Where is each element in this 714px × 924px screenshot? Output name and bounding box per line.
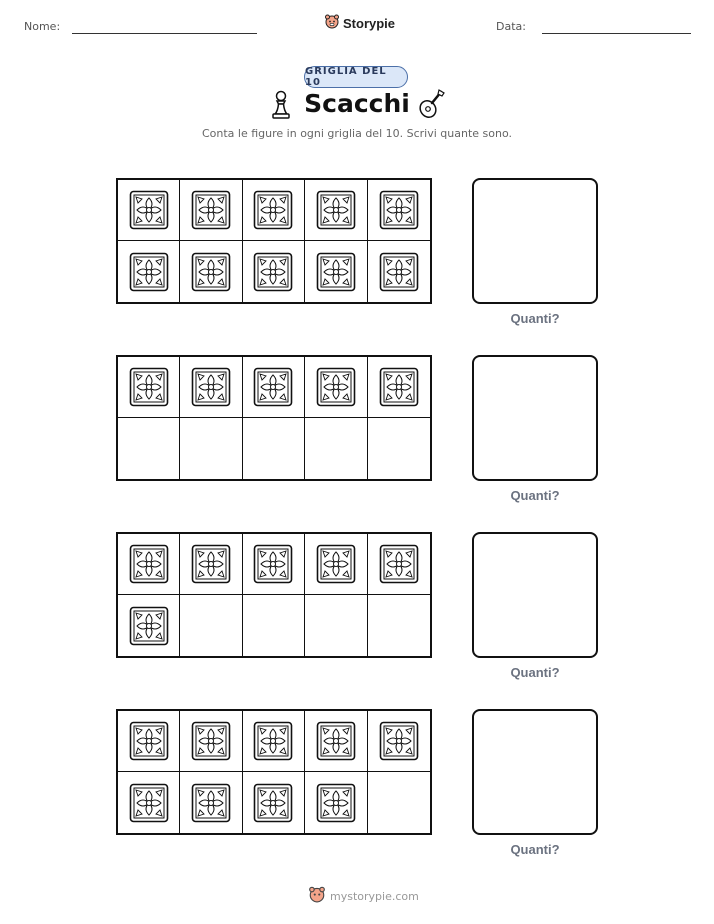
ornate-square-tile-icon bbox=[316, 252, 356, 292]
ten-frame-cell bbox=[243, 180, 305, 241]
ornate-square-tile-icon bbox=[129, 367, 169, 407]
ornate-square-tile-icon bbox=[129, 721, 169, 761]
ten-frame bbox=[116, 178, 432, 304]
ornate-square-tile-icon bbox=[253, 367, 293, 407]
ten-frame-cell bbox=[243, 357, 305, 418]
ornate-square-tile-icon bbox=[379, 721, 419, 761]
ornate-square-tile-icon bbox=[191, 190, 231, 230]
ten-frame-cell bbox=[368, 595, 430, 656]
answer-box[interactable] bbox=[472, 355, 598, 481]
answer-label: Quanti? bbox=[510, 311, 560, 326]
ornate-square-tile-icon bbox=[129, 783, 169, 823]
ornate-square-tile-icon bbox=[129, 606, 169, 646]
page-title: Scacchi bbox=[304, 89, 410, 118]
ten-frame-cell bbox=[180, 180, 242, 241]
ten-frame-cell bbox=[180, 418, 242, 479]
answer-box[interactable] bbox=[472, 709, 598, 835]
ornate-square-tile-icon bbox=[316, 544, 356, 584]
ten-frame-cell bbox=[305, 418, 367, 479]
ten-frame-cell bbox=[305, 180, 367, 241]
ornate-square-tile-icon bbox=[316, 367, 356, 407]
ornate-square-tile-icon bbox=[379, 252, 419, 292]
ten-frame-cell bbox=[305, 357, 367, 418]
ten-frame-cell bbox=[118, 418, 180, 479]
answer-label: Quanti? bbox=[510, 842, 560, 857]
footer bbox=[308, 885, 419, 907]
footer-url: mystorypie.com bbox=[330, 889, 419, 903]
answer-box[interactable] bbox=[472, 532, 598, 658]
ten-frame-cell bbox=[368, 241, 430, 302]
storypie-mascot-icon bbox=[308, 885, 326, 907]
ten-frame bbox=[116, 709, 432, 835]
ornate-square-tile-icon bbox=[379, 190, 419, 230]
answer-label: Quanti? bbox=[510, 665, 560, 680]
ornate-square-tile-icon bbox=[253, 783, 293, 823]
ten-frame-cell bbox=[305, 772, 367, 833]
ten-frame-cell bbox=[243, 595, 305, 656]
lute-icon bbox=[418, 88, 446, 124]
ten-frame-cell bbox=[180, 357, 242, 418]
ten-frame-cell bbox=[305, 711, 367, 772]
ornate-square-tile-icon bbox=[191, 721, 231, 761]
ten-frame-cell bbox=[180, 772, 242, 833]
ten-frame-cell bbox=[180, 534, 242, 595]
ornate-square-tile-icon bbox=[316, 721, 356, 761]
name-label: Nome: bbox=[24, 20, 61, 33]
storypie-mascot-icon bbox=[324, 13, 340, 33]
instructions: Conta le figure in ogni griglia del 10. Scrivi quante sono. bbox=[201, 127, 512, 140]
ornate-square-tile-icon bbox=[129, 544, 169, 584]
ten-frame-cell bbox=[305, 241, 367, 302]
ten-frame-cell bbox=[118, 241, 180, 302]
ten-frame-cell bbox=[368, 180, 430, 241]
brand bbox=[324, 13, 395, 33]
ten-frame bbox=[116, 355, 432, 481]
ornate-square-tile-icon bbox=[253, 721, 293, 761]
brand-name: Storypie bbox=[343, 15, 396, 31]
ornate-square-tile-icon bbox=[253, 190, 293, 230]
answer-label: Quanti? bbox=[510, 488, 560, 503]
ten-frame-cell bbox=[118, 180, 180, 241]
ten-frame-cell bbox=[118, 772, 180, 833]
ten-frame-cell bbox=[305, 534, 367, 595]
name-field-line[interactable] bbox=[72, 33, 257, 34]
ten-frame-cell bbox=[118, 595, 180, 656]
ten-frame-cell bbox=[243, 534, 305, 595]
ten-frame-cell bbox=[243, 711, 305, 772]
answer-box[interactable] bbox=[472, 178, 598, 304]
ten-frame-cell bbox=[368, 772, 430, 833]
ten-frame-cell bbox=[368, 418, 430, 479]
ornate-square-tile-icon bbox=[316, 783, 356, 823]
ornate-square-tile-icon bbox=[191, 783, 231, 823]
ornate-square-tile-icon bbox=[253, 544, 293, 584]
ten-frame-cell bbox=[180, 241, 242, 302]
ten-frame-cell bbox=[243, 241, 305, 302]
ten-frame-cell bbox=[118, 711, 180, 772]
ten-frame-cell bbox=[305, 595, 367, 656]
ten-frame-cell bbox=[368, 711, 430, 772]
ten-frame-cell bbox=[243, 418, 305, 479]
ten-frame-cell bbox=[180, 711, 242, 772]
ten-frame-cell bbox=[368, 534, 430, 595]
ornate-square-tile-icon bbox=[191, 544, 231, 584]
date-label: Data: bbox=[496, 20, 526, 33]
ten-frame-cell bbox=[118, 357, 180, 418]
ornate-square-tile-icon bbox=[316, 190, 356, 230]
ten-frame-cell bbox=[368, 357, 430, 418]
ornate-square-tile-icon bbox=[379, 367, 419, 407]
ornate-square-tile-icon bbox=[191, 367, 231, 407]
ornate-square-tile-icon bbox=[129, 190, 169, 230]
ornate-square-tile-icon bbox=[379, 544, 419, 584]
date-field-line[interactable] bbox=[542, 33, 691, 34]
ornate-square-tile-icon bbox=[191, 252, 231, 292]
ornate-square-tile-icon bbox=[253, 252, 293, 292]
ten-frame-cell bbox=[118, 534, 180, 595]
worksheet-type-badge: GRIGLIA DEL 10 bbox=[304, 66, 408, 88]
ten-frame bbox=[116, 532, 432, 658]
ten-frame-cell bbox=[243, 772, 305, 833]
ornate-square-tile-icon bbox=[129, 252, 169, 292]
ten-frame-cell bbox=[180, 595, 242, 656]
